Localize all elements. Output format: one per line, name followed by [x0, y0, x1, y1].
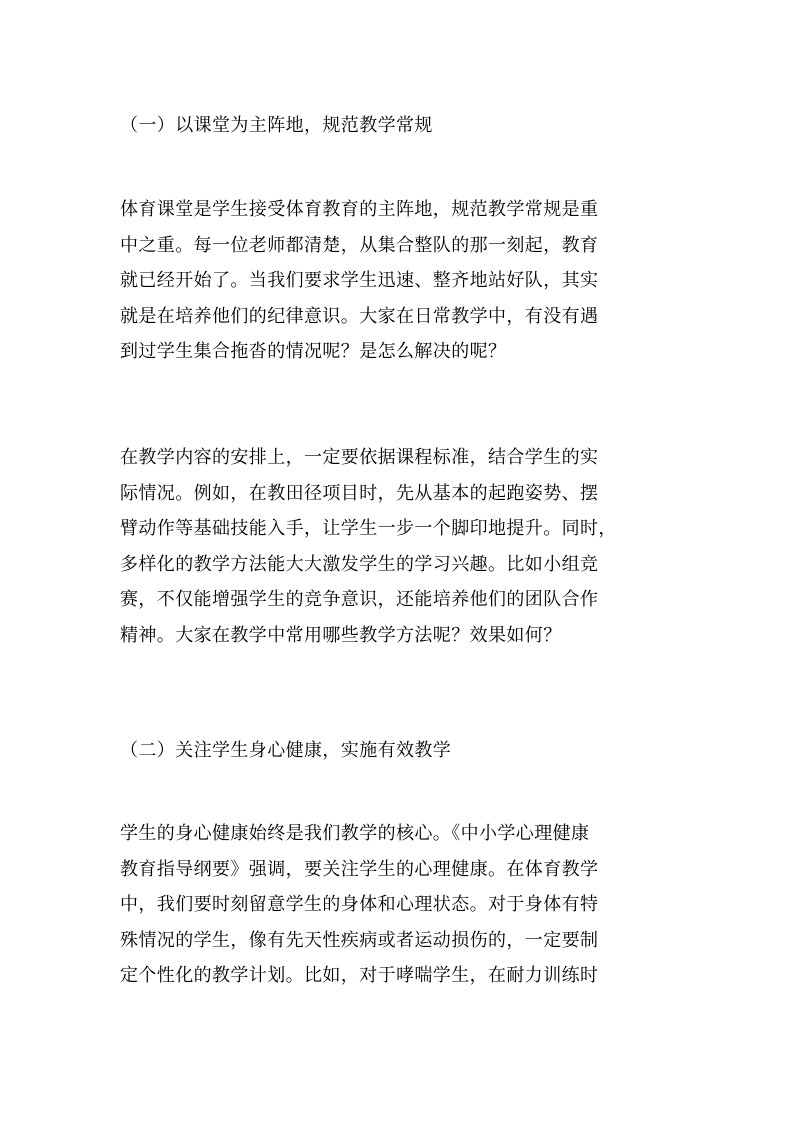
- paragraph-line: 到过学生集合拖沓的情况呢？是怎么解决的呢？: [120, 341, 507, 363]
- paragraph-line: 就已经开始了。当我们要求学生迅速、整齐地站好队，其实: [120, 270, 599, 292]
- paragraph-line: 中，我们要时刻留意学生的身体和心理状态。对于身体有特: [120, 894, 599, 916]
- paragraph-line: 中之重。每一位老师都清楚，从集合整队的那一刻起，教育: [120, 234, 599, 256]
- paragraph-line: 定个性化的教学计划。比如，对于哮喘学生，在耐力训练时: [120, 965, 599, 987]
- section-1-paragraph-2: [120, 440, 683, 654]
- paragraph-line: 臂动作等基础技能入手，让学生一步一个脚印地提升。同时，: [120, 518, 617, 540]
- paragraph-line: 际情况。例如，在教田径项目时，先从基本的起跑姿势、摆: [120, 482, 599, 504]
- paragraph-line: 在教学内容的安排上，一定要依据课程标准，结合学生的实: [120, 447, 599, 468]
- paragraph-line: 教育指导纲要》强调，要关注学生的心理健康。在体育教学: [120, 858, 599, 880]
- section-1-paragraph-1: [120, 192, 683, 370]
- section-1-heading: （一）以课堂为主阵地，规范教学常规: [120, 115, 433, 136]
- paragraph-line: 殊情况的学生，像有先天性疾病或者运动损伤的，一定要制: [120, 929, 599, 951]
- paragraph-line: 就是在培养他们的纪律意识。大家在日常教学中，有没有遇: [120, 305, 599, 327]
- paragraph-line: 多样化的教学方法能大大激发学生的学习兴趣。比如小组竞: [120, 553, 599, 575]
- paragraph-line: 赛，不仅能增强学生的竞争意识，还能培养他们的团队合作: [120, 589, 599, 611]
- section-2-heading: （二）关注学生身心健康，实施有效教学: [120, 740, 452, 761]
- section-2-paragraph-1: [120, 816, 683, 994]
- paragraph-line: 精神。大家在教学中常用哪些教学方法呢？效果如何？: [120, 624, 562, 646]
- paragraph-line: 体育课堂是学生接受体育教育的主阵地，规范教学常规是重: [120, 199, 599, 220]
- paragraph-line: 学生的身心健康始终是我们教学的核心。《中小学心理健康: [120, 823, 590, 844]
